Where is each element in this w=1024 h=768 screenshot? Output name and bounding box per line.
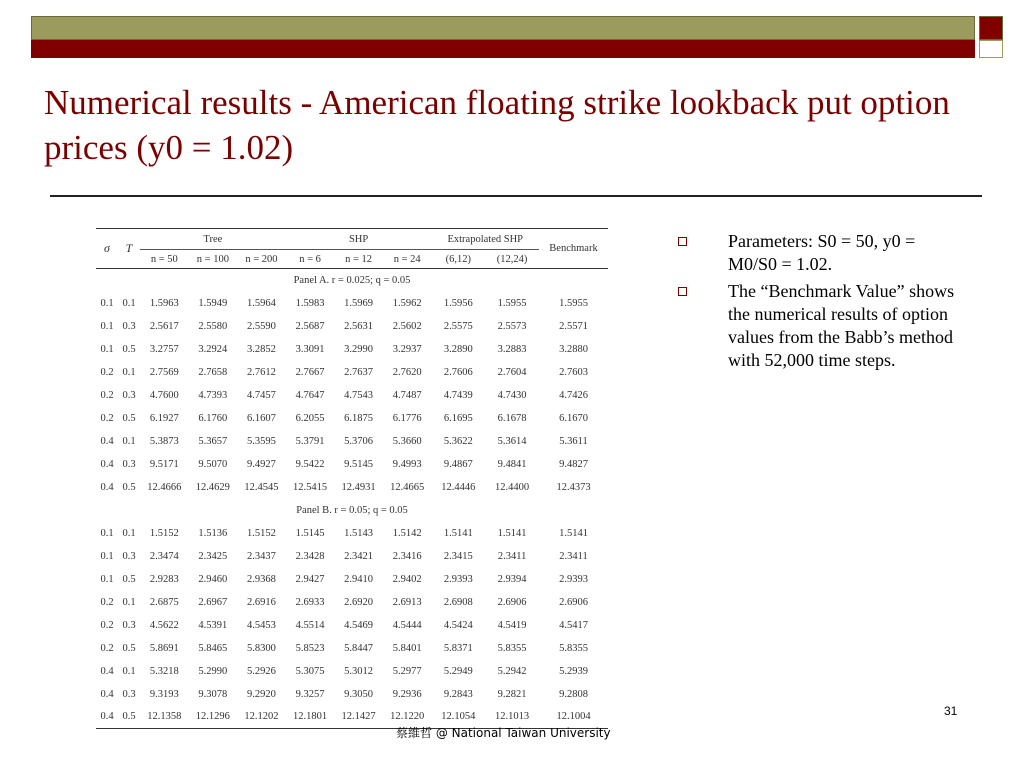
- table-cell: 2.6913: [392, 596, 422, 608]
- table-cell: 1.5956: [443, 297, 473, 309]
- table-cell: 1.5141: [497, 527, 527, 539]
- table-cell: 1.5969: [344, 297, 374, 309]
- table-cell: 5.3218: [149, 665, 179, 677]
- table-cell: 0.3: [122, 458, 136, 470]
- table-cell: 2.9427: [295, 573, 325, 585]
- table-cell: 2.7637: [344, 366, 374, 378]
- table-cell: 12.5415: [292, 481, 328, 493]
- table-cell: 0.4: [100, 665, 114, 677]
- table-row: [96, 591, 608, 614]
- table-cell: 2.3415: [443, 550, 473, 562]
- table-row: [96, 407, 608, 430]
- table-row: [96, 545, 608, 568]
- table-cell: 1.5963: [149, 297, 179, 309]
- table-cell: 2.3421: [344, 550, 374, 562]
- table-cell: 0.3: [122, 550, 136, 562]
- table-cell: 2.7569: [149, 366, 179, 378]
- table-cell: 0.1: [100, 320, 114, 332]
- table-cell: 5.8447: [344, 642, 374, 654]
- table-row: [96, 315, 608, 338]
- table-cell: 3.2937: [392, 343, 422, 355]
- table-cell: 0.1: [122, 527, 136, 539]
- table-cell: 2.5571: [559, 320, 588, 332]
- table-cell: 5.8691: [149, 642, 179, 654]
- table-cell: 6.2055: [295, 412, 325, 424]
- results-table: [96, 228, 608, 729]
- table-cell: 4.7600: [149, 389, 179, 401]
- sub-header: n = 100: [189, 250, 238, 269]
- table-cell: 12.4373: [556, 481, 591, 493]
- table-cell: 0.5: [118, 706, 140, 729]
- table-cell: 5.3614: [497, 435, 527, 447]
- table-cell: 9.3193: [149, 688, 179, 700]
- table-cell: 4.7647: [295, 389, 325, 401]
- sub-header: n = 50: [140, 250, 189, 269]
- panel-label: Panel B. r = 0.05; q = 0.05: [296, 504, 408, 516]
- table-cell: 6.1875: [344, 412, 374, 424]
- table-row: [96, 568, 608, 591]
- table-cell: 4.5622: [149, 619, 179, 631]
- table-cell: 3.2883: [497, 343, 527, 355]
- sigma-header: σ: [96, 229, 118, 269]
- footer-credit: 蔡維哲 @ National Taiwan University: [396, 726, 611, 740]
- table-cell: 2.3411: [497, 550, 527, 562]
- table-cell: 5.3873: [149, 435, 179, 447]
- table-cell: 1.5983: [295, 297, 325, 309]
- table-cell: 3.2924: [198, 343, 228, 355]
- table-cell: 5.3012: [344, 665, 374, 677]
- corner-box-top: [979, 16, 1003, 40]
- table-cell: 2.7603: [559, 366, 588, 378]
- table-cell: 2.7612: [247, 366, 276, 378]
- table-cell: 0.3: [122, 619, 136, 631]
- shp-group-header: SHP: [286, 229, 432, 250]
- sub-header: n = 200: [237, 250, 286, 269]
- table-cell: 6.1678: [497, 412, 527, 424]
- title-divider: [50, 195, 982, 197]
- table-cell: 4.5514: [295, 619, 325, 631]
- table-cell: 9.5422: [295, 458, 325, 470]
- table-cell: 0.2: [100, 389, 114, 401]
- table-cell: 1.5962: [392, 297, 422, 309]
- table-cell: 1.5143: [344, 527, 374, 539]
- table-cell: 12.4665: [390, 481, 425, 493]
- table-row: [96, 361, 608, 384]
- table-cell: 2.5580: [198, 320, 228, 332]
- table-cell: 4.5469: [344, 619, 374, 631]
- table-cell: 2.9393: [559, 573, 588, 585]
- table-cell: 0.1: [122, 596, 136, 608]
- table-cell: 12.1358: [140, 706, 189, 729]
- bullet-text: Parameters: S0 = 50, y0 = M0/S0 = 1.02.: [728, 231, 916, 274]
- table-cell: 1.5152: [149, 527, 179, 539]
- table-cell: 4.7426: [559, 389, 588, 401]
- table-row: [96, 614, 608, 637]
- table-cell: 5.3791: [295, 435, 325, 447]
- square-bullet-icon: [678, 287, 687, 296]
- table-cell: 0.1: [100, 343, 114, 355]
- table-cell: 6.1776: [392, 412, 422, 424]
- table-row: [96, 476, 608, 499]
- table-cell: 1.5152: [247, 527, 276, 539]
- table-cell: 5.2926: [247, 665, 276, 677]
- bullet-item: [678, 230, 968, 276]
- table-cell: 0.5: [122, 481, 136, 493]
- table-cell: 12.1054: [431, 706, 485, 729]
- table-cell: 6.1670: [559, 412, 588, 424]
- table-cell: 0.1: [122, 366, 136, 378]
- table-cell: 0.2: [100, 642, 114, 654]
- table-cell: 2.9410: [344, 573, 374, 585]
- corner-box-bottom: [979, 40, 1003, 58]
- table-cell: 5.8371: [443, 642, 473, 654]
- sub-header: n = 6: [286, 250, 335, 269]
- table-cell: 2.3425: [198, 550, 228, 562]
- table-row: [96, 338, 608, 361]
- table-cell: 2.6916: [247, 596, 276, 608]
- table-cell: 4.5453: [247, 619, 276, 631]
- table-row: [96, 384, 608, 407]
- bullet-text: The “Benchmark Value” shows the numerical results of option values from the Babb’s method with 52,000 time steps.: [728, 281, 955, 370]
- table-cell: 1.5964: [247, 297, 276, 309]
- table-row: [96, 453, 608, 476]
- table-cell: 9.4993: [392, 458, 422, 470]
- table-cell: 3.2880: [559, 343, 588, 355]
- table-cell: 4.5391: [198, 619, 228, 631]
- table-cell: 5.3657: [198, 435, 228, 447]
- table-cell: 0.5: [122, 573, 136, 585]
- table-cell: 0.2: [100, 596, 114, 608]
- table-cell: 1.5145: [295, 527, 325, 539]
- table-row: [96, 430, 608, 453]
- table-cell: 0.4: [96, 706, 118, 729]
- table-cell: 0.1: [122, 297, 136, 309]
- table-cell: 0.5: [122, 412, 136, 424]
- table-cell: 2.5590: [247, 320, 276, 332]
- table-cell: 9.5070: [198, 458, 228, 470]
- table-cell: 9.4867: [443, 458, 473, 470]
- table-cell: 5.3660: [392, 435, 422, 447]
- table-cell: 2.5631: [344, 320, 374, 332]
- table-cell: 5.2942: [497, 665, 527, 677]
- table-cell: 1.5142: [392, 527, 422, 539]
- table-cell: 0.2: [100, 412, 114, 424]
- table-cell: 6.1695: [443, 412, 473, 424]
- table-cell: 2.6906: [497, 596, 527, 608]
- table-cell: 5.2939: [559, 665, 588, 677]
- table-cell: 4.5424: [443, 619, 473, 631]
- benchmark-header: Benchmark: [539, 229, 608, 269]
- table-cell: 1.5955: [497, 297, 527, 309]
- table-cell: 2.3416: [392, 550, 422, 562]
- table-cell: 4.5444: [392, 619, 422, 631]
- table-cell: 2.9393: [443, 573, 473, 585]
- table-cell: 3.2890: [443, 343, 473, 355]
- table-cell: 0.1: [100, 573, 114, 585]
- table-cell: 2.5575: [443, 320, 473, 332]
- table-cell: 2.9283: [149, 573, 179, 585]
- table-cell: 5.3611: [559, 435, 588, 447]
- tree-group-header: Tree: [140, 229, 286, 250]
- table-cell: 2.9394: [497, 573, 527, 585]
- panel-label-row: [96, 499, 608, 522]
- table-cell: 12.4400: [495, 481, 530, 493]
- table-cell: 4.7430: [497, 389, 527, 401]
- table-cell: 4.5417: [559, 619, 588, 631]
- table-cell: 12.4666: [147, 481, 182, 493]
- table-row: [96, 683, 608, 706]
- table-cell: 3.2757: [149, 343, 179, 355]
- table-cell: 9.5145: [344, 458, 374, 470]
- table-cell: 2.9402: [392, 573, 422, 585]
- table-cell: 9.5171: [149, 458, 179, 470]
- header-decoration: [31, 16, 975, 58]
- table-cell: 2.9460: [198, 573, 228, 585]
- table-cell: 5.8355: [497, 642, 527, 654]
- table-cell: 0.1: [122, 665, 136, 677]
- table-cell: 12.4545: [244, 481, 279, 493]
- table-cell: 6.1927: [149, 412, 179, 424]
- table-cell: 5.3595: [247, 435, 276, 447]
- table-cell: 4.7487: [392, 389, 422, 401]
- table-cell: 5.8465: [198, 642, 228, 654]
- table-cell: 4.7543: [344, 389, 374, 401]
- table-cell: 9.4841: [497, 458, 527, 470]
- table-cell: 5.8523: [295, 642, 325, 654]
- table-cell: 9.2936: [392, 688, 422, 700]
- table-cell: 0.1: [100, 297, 114, 309]
- table-cell: 12.1220: [383, 706, 432, 729]
- table-cell: 5.2949: [443, 665, 473, 677]
- table-cell: 3.2852: [247, 343, 276, 355]
- table-cell: 5.3075: [295, 665, 325, 677]
- maroon-bar: [31, 40, 975, 58]
- table-cell: 2.5602: [392, 320, 422, 332]
- table-row: [96, 660, 608, 683]
- table-cell: 2.6906: [559, 596, 588, 608]
- table-cell: 12.1296: [189, 706, 238, 729]
- table-cell: 1.5141: [559, 527, 588, 539]
- table-body: [96, 269, 608, 729]
- table-cell: 0.4: [100, 481, 114, 493]
- table-row: [96, 292, 608, 315]
- table-cell: 4.7439: [443, 389, 473, 401]
- table-cell: 12.1427: [334, 706, 383, 729]
- table-cell: 2.7658: [198, 366, 228, 378]
- table-cell: 1.5136: [198, 527, 228, 539]
- table-cell: 2.7606: [443, 366, 473, 378]
- sub-header: n = 24: [383, 250, 432, 269]
- table-cell: 2.9368: [247, 573, 276, 585]
- table-cell: 3.3091: [295, 343, 325, 355]
- table-cell: 2.7604: [497, 366, 527, 378]
- square-bullet-icon: [678, 237, 687, 246]
- table-cell: 2.7620: [392, 366, 422, 378]
- table-cell: 2.6920: [344, 596, 374, 608]
- table-cell: 1.5141: [443, 527, 473, 539]
- table-cell: 0.4: [100, 435, 114, 447]
- table-cell: 3.2990: [344, 343, 374, 355]
- sub-header: (6,12): [431, 250, 485, 269]
- table-cell: 6.1760: [198, 412, 228, 424]
- table-cell: 9.2843: [443, 688, 473, 700]
- table-cell: 2.5617: [149, 320, 179, 332]
- table-cell: 5.2990: [198, 665, 228, 677]
- table-cell: 12.4931: [341, 481, 376, 493]
- table-cell: 12.4629: [195, 481, 230, 493]
- bullet-item: [678, 280, 968, 372]
- table-cell: 5.8401: [392, 642, 422, 654]
- table-cell: 2.6967: [198, 596, 228, 608]
- table-cell: 4.7393: [198, 389, 228, 401]
- table-cell: 5.3706: [344, 435, 374, 447]
- table-cell: 5.2977: [392, 665, 422, 677]
- table-cell: 12.1013: [485, 706, 539, 729]
- table-cell: 0.3: [122, 688, 136, 700]
- table-row: [96, 637, 608, 660]
- page-number: 31: [944, 704, 958, 718]
- table-cell: 2.3474: [149, 550, 179, 562]
- table-cell: 9.3257: [295, 688, 325, 700]
- table-cell: 0.4: [100, 458, 114, 470]
- table-cell: 0.2: [100, 619, 114, 631]
- table-cell: 2.7667: [295, 366, 325, 378]
- results-table-container: [96, 228, 608, 729]
- panel-label: Panel A. r = 0.025; q = 0.05: [293, 274, 411, 286]
- table-cell: 2.5687: [295, 320, 325, 332]
- table-cell: 0.5: [122, 343, 136, 355]
- extrap-group-header: Extrapolated SHP: [431, 229, 539, 250]
- table-cell: 2.3411: [559, 550, 588, 562]
- table-cell: 4.7457: [247, 389, 276, 401]
- table-cell: 0.1: [100, 527, 114, 539]
- table-cell: 2.5573: [497, 320, 527, 332]
- table-cell: 2.6933: [295, 596, 325, 608]
- olive-bar: [31, 16, 975, 40]
- bullet-list: [678, 230, 968, 376]
- table-cell: 5.3622: [443, 435, 473, 447]
- table-cell: 0.5: [122, 642, 136, 654]
- table-cell: 9.2920: [247, 688, 276, 700]
- table-cell: 1.5949: [198, 297, 228, 309]
- table-cell: 0.3: [122, 389, 136, 401]
- table-cell: 2.3428: [295, 550, 325, 562]
- table-cell: 0.2: [100, 366, 114, 378]
- sub-header: n = 12: [334, 250, 383, 269]
- t-header: T: [118, 229, 140, 269]
- table-cell: 9.2808: [559, 688, 588, 700]
- table-cell: 5.8355: [559, 642, 588, 654]
- table-cell: 0.4: [100, 688, 114, 700]
- table-cell: 9.3078: [198, 688, 228, 700]
- table-cell: 12.1004: [539, 706, 608, 729]
- table-cell: 6.1607: [247, 412, 276, 424]
- table-cell: 12.4446: [441, 481, 476, 493]
- table-cell: 0.1: [122, 435, 136, 447]
- panel-label-row: [96, 269, 608, 292]
- table-cell: 4.5419: [497, 619, 527, 631]
- sub-header: (12,24): [485, 250, 539, 269]
- table-cell: 0.1: [100, 550, 114, 562]
- table-cell: 0.3: [122, 320, 136, 332]
- table-cell: 5.8300: [247, 642, 276, 654]
- table-cell: 12.1202: [237, 706, 286, 729]
- table-cell: 1.5955: [559, 297, 588, 309]
- table-cell: 2.6875: [149, 596, 179, 608]
- table-row: [96, 522, 608, 545]
- table-cell: 2.6908: [443, 596, 473, 608]
- table-cell: 12.1801: [286, 706, 335, 729]
- table-cell: 9.4827: [559, 458, 588, 470]
- table-cell: 9.3050: [344, 688, 374, 700]
- table-cell: 9.4927: [247, 458, 276, 470]
- table-cell: 2.3437: [247, 550, 276, 562]
- table-cell: 9.2821: [497, 688, 527, 700]
- slide-title: Numerical results - American floating strike lookback put option prices (y0 = 1.02): [44, 83, 950, 167]
